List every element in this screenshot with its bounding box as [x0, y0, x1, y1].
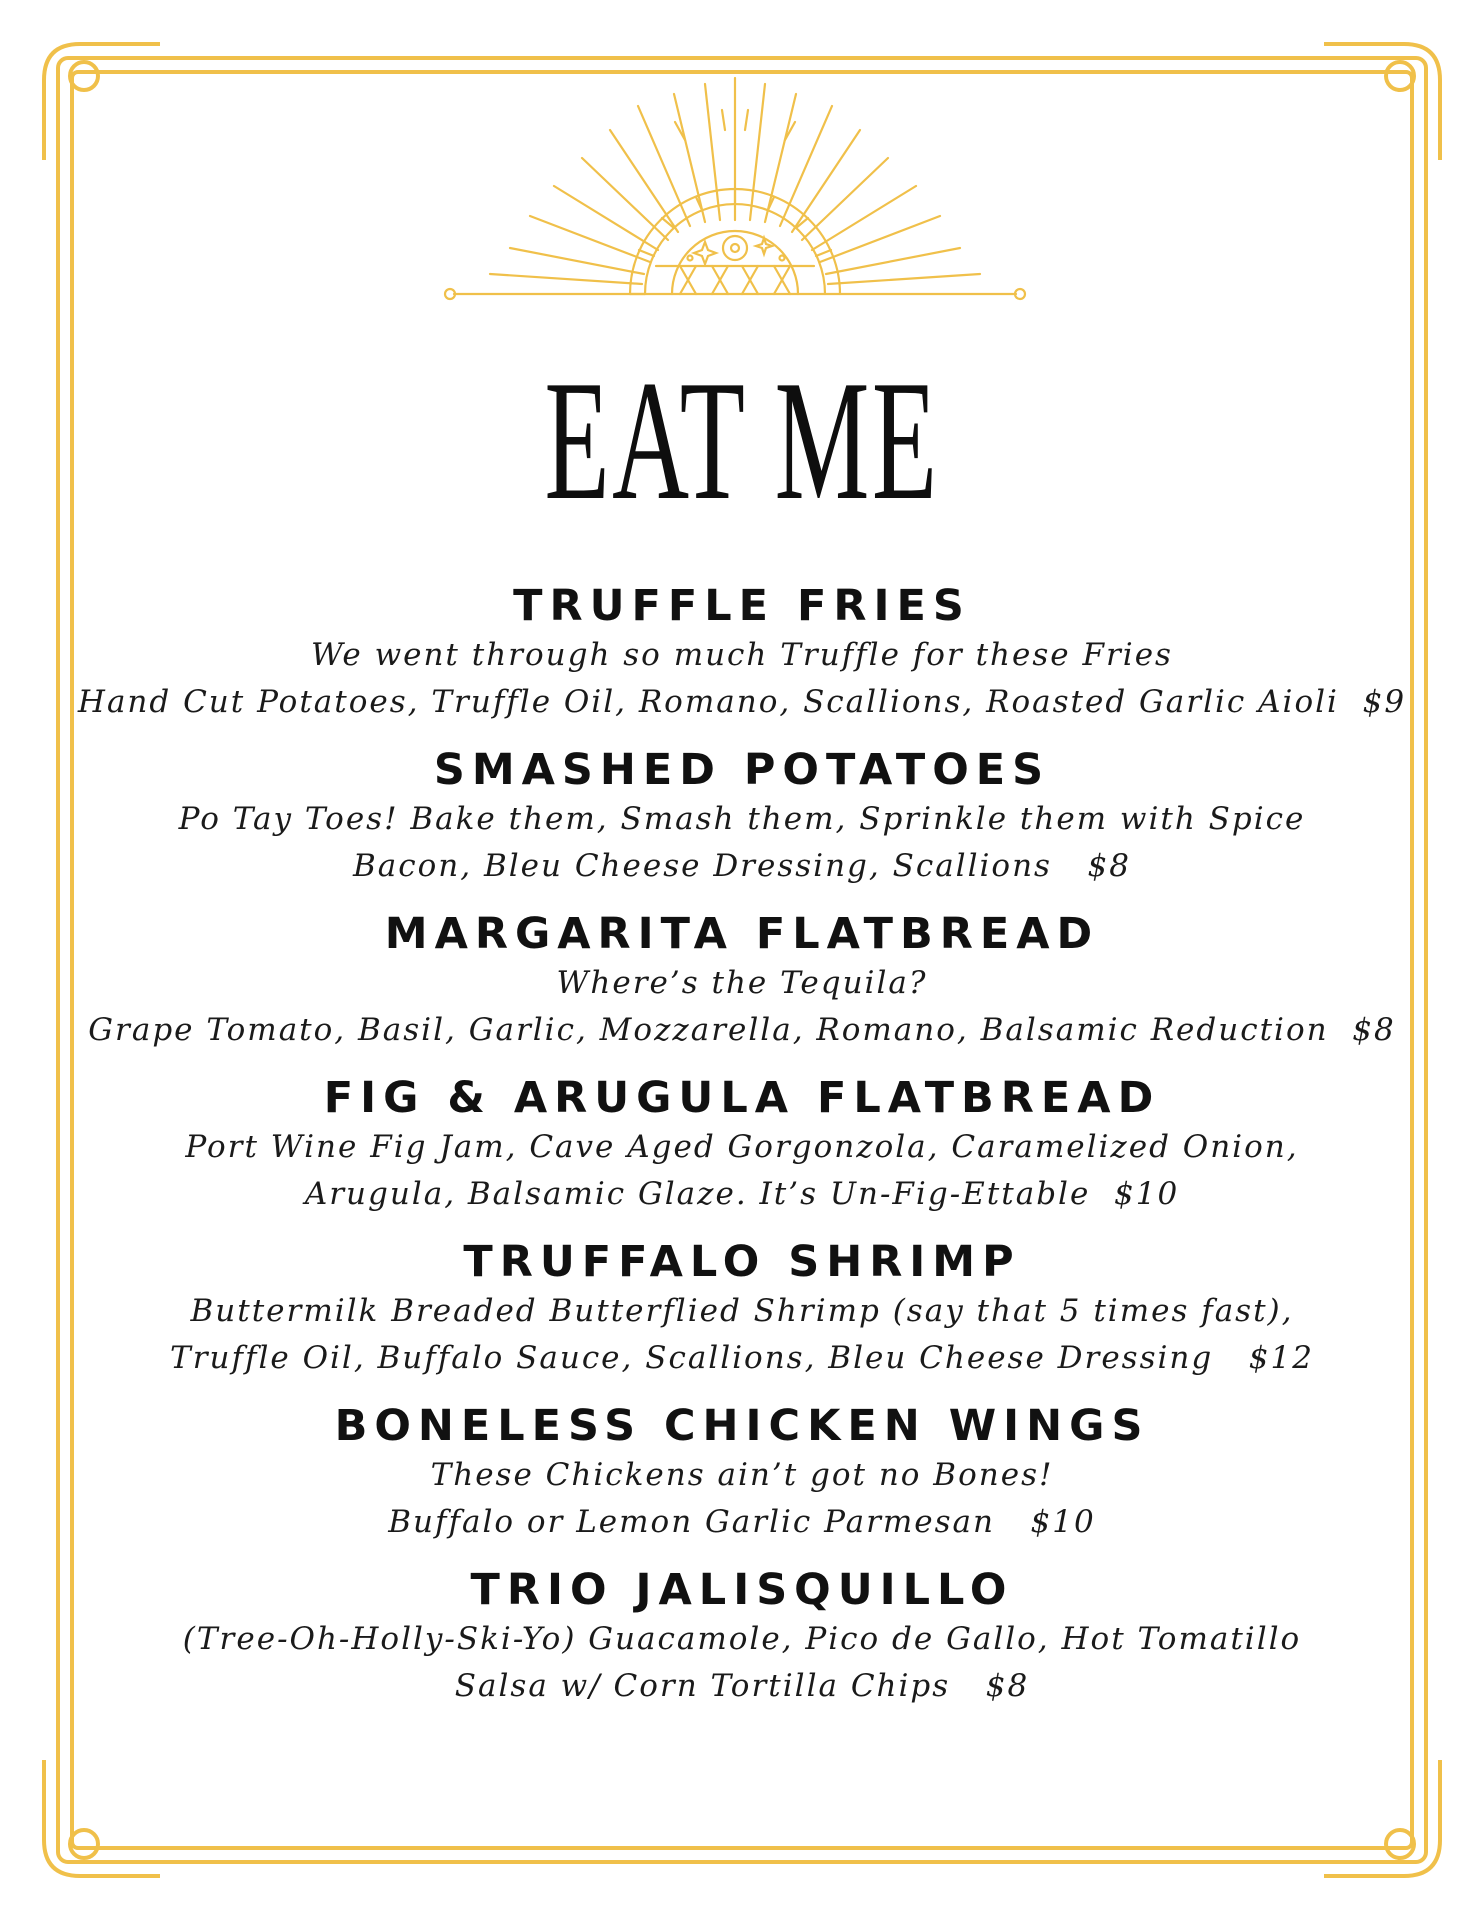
menu-item [60, 1236, 1424, 1382]
item-description: Port Wine Fig Jam, Cave Aged Gorgonzola, Caramelized Onion, [185, 1129, 1299, 1165]
item-name: BONELESS CHICKEN WINGS [334, 1401, 1150, 1451]
item-name: TRUFFALO SHRIMP [463, 1237, 1021, 1287]
page-title: EAT ME [544, 346, 940, 536]
rising-sun-icon [440, 70, 1030, 310]
menu-item [60, 744, 1424, 890]
item-name: SMASHED POTATOES [433, 745, 1051, 795]
item-details: Buffalo or Lemon Garlic Parmesan $10 [388, 1504, 1096, 1540]
item-name: MARGARITA FLATBREAD [384, 909, 1100, 959]
menu-item [60, 1072, 1424, 1218]
menu-item [60, 908, 1424, 1054]
menu-item [60, 580, 1424, 726]
item-details: Truffle Oil, Buffalo Sauce, Scallions, Bleu Cheese Dressing $12 [170, 1340, 1314, 1376]
menu-item [60, 1564, 1424, 1710]
item-name: FIG & ARUGULA FLATBREAD [323, 1073, 1161, 1123]
item-description: (Tree-Oh-Holly-Ski-Yo) Guacamole, Pico de Gallo, Hot Tomatillo [182, 1621, 1302, 1657]
item-description: Buttermilk Breaded Butterflied Shrimp (say that 5 times fast), [190, 1293, 1294, 1329]
item-details: Hand Cut Potatoes, Truffle Oil, Romano, Scallions, Roasted Garlic Aioli $9 [77, 684, 1407, 720]
item-description: We went through so much Truffle for these Fries [311, 637, 1173, 673]
item-details: Grape Tomato, Basil, Garlic, Mozzarella, Romano, Balsamic Reduction $8 [88, 1012, 1396, 1048]
item-description: Po Tay Toes! Bake them, Smash them, Sprinkle them with Spice [178, 801, 1306, 837]
menu-list [60, 580, 1424, 1710]
menu-item [60, 1400, 1424, 1546]
item-details: Bacon, Bleu Cheese Dressing, Scallions $8 [353, 848, 1131, 884]
item-description: Where’s the Tequila? [556, 965, 928, 1001]
item-name: TRUFFLE FRIES [513, 581, 971, 631]
item-description: These Chickens ain’t got no Bones! [430, 1457, 1054, 1493]
item-name: TRIO JALISQUILLO [470, 1565, 1014, 1615]
item-details: Arugula, Balsamic Glaze. It’s Un-Fig-Ettable $10 [304, 1176, 1180, 1212]
item-details: Salsa w/ Corn Tortilla Chips $8 [454, 1668, 1030, 1704]
